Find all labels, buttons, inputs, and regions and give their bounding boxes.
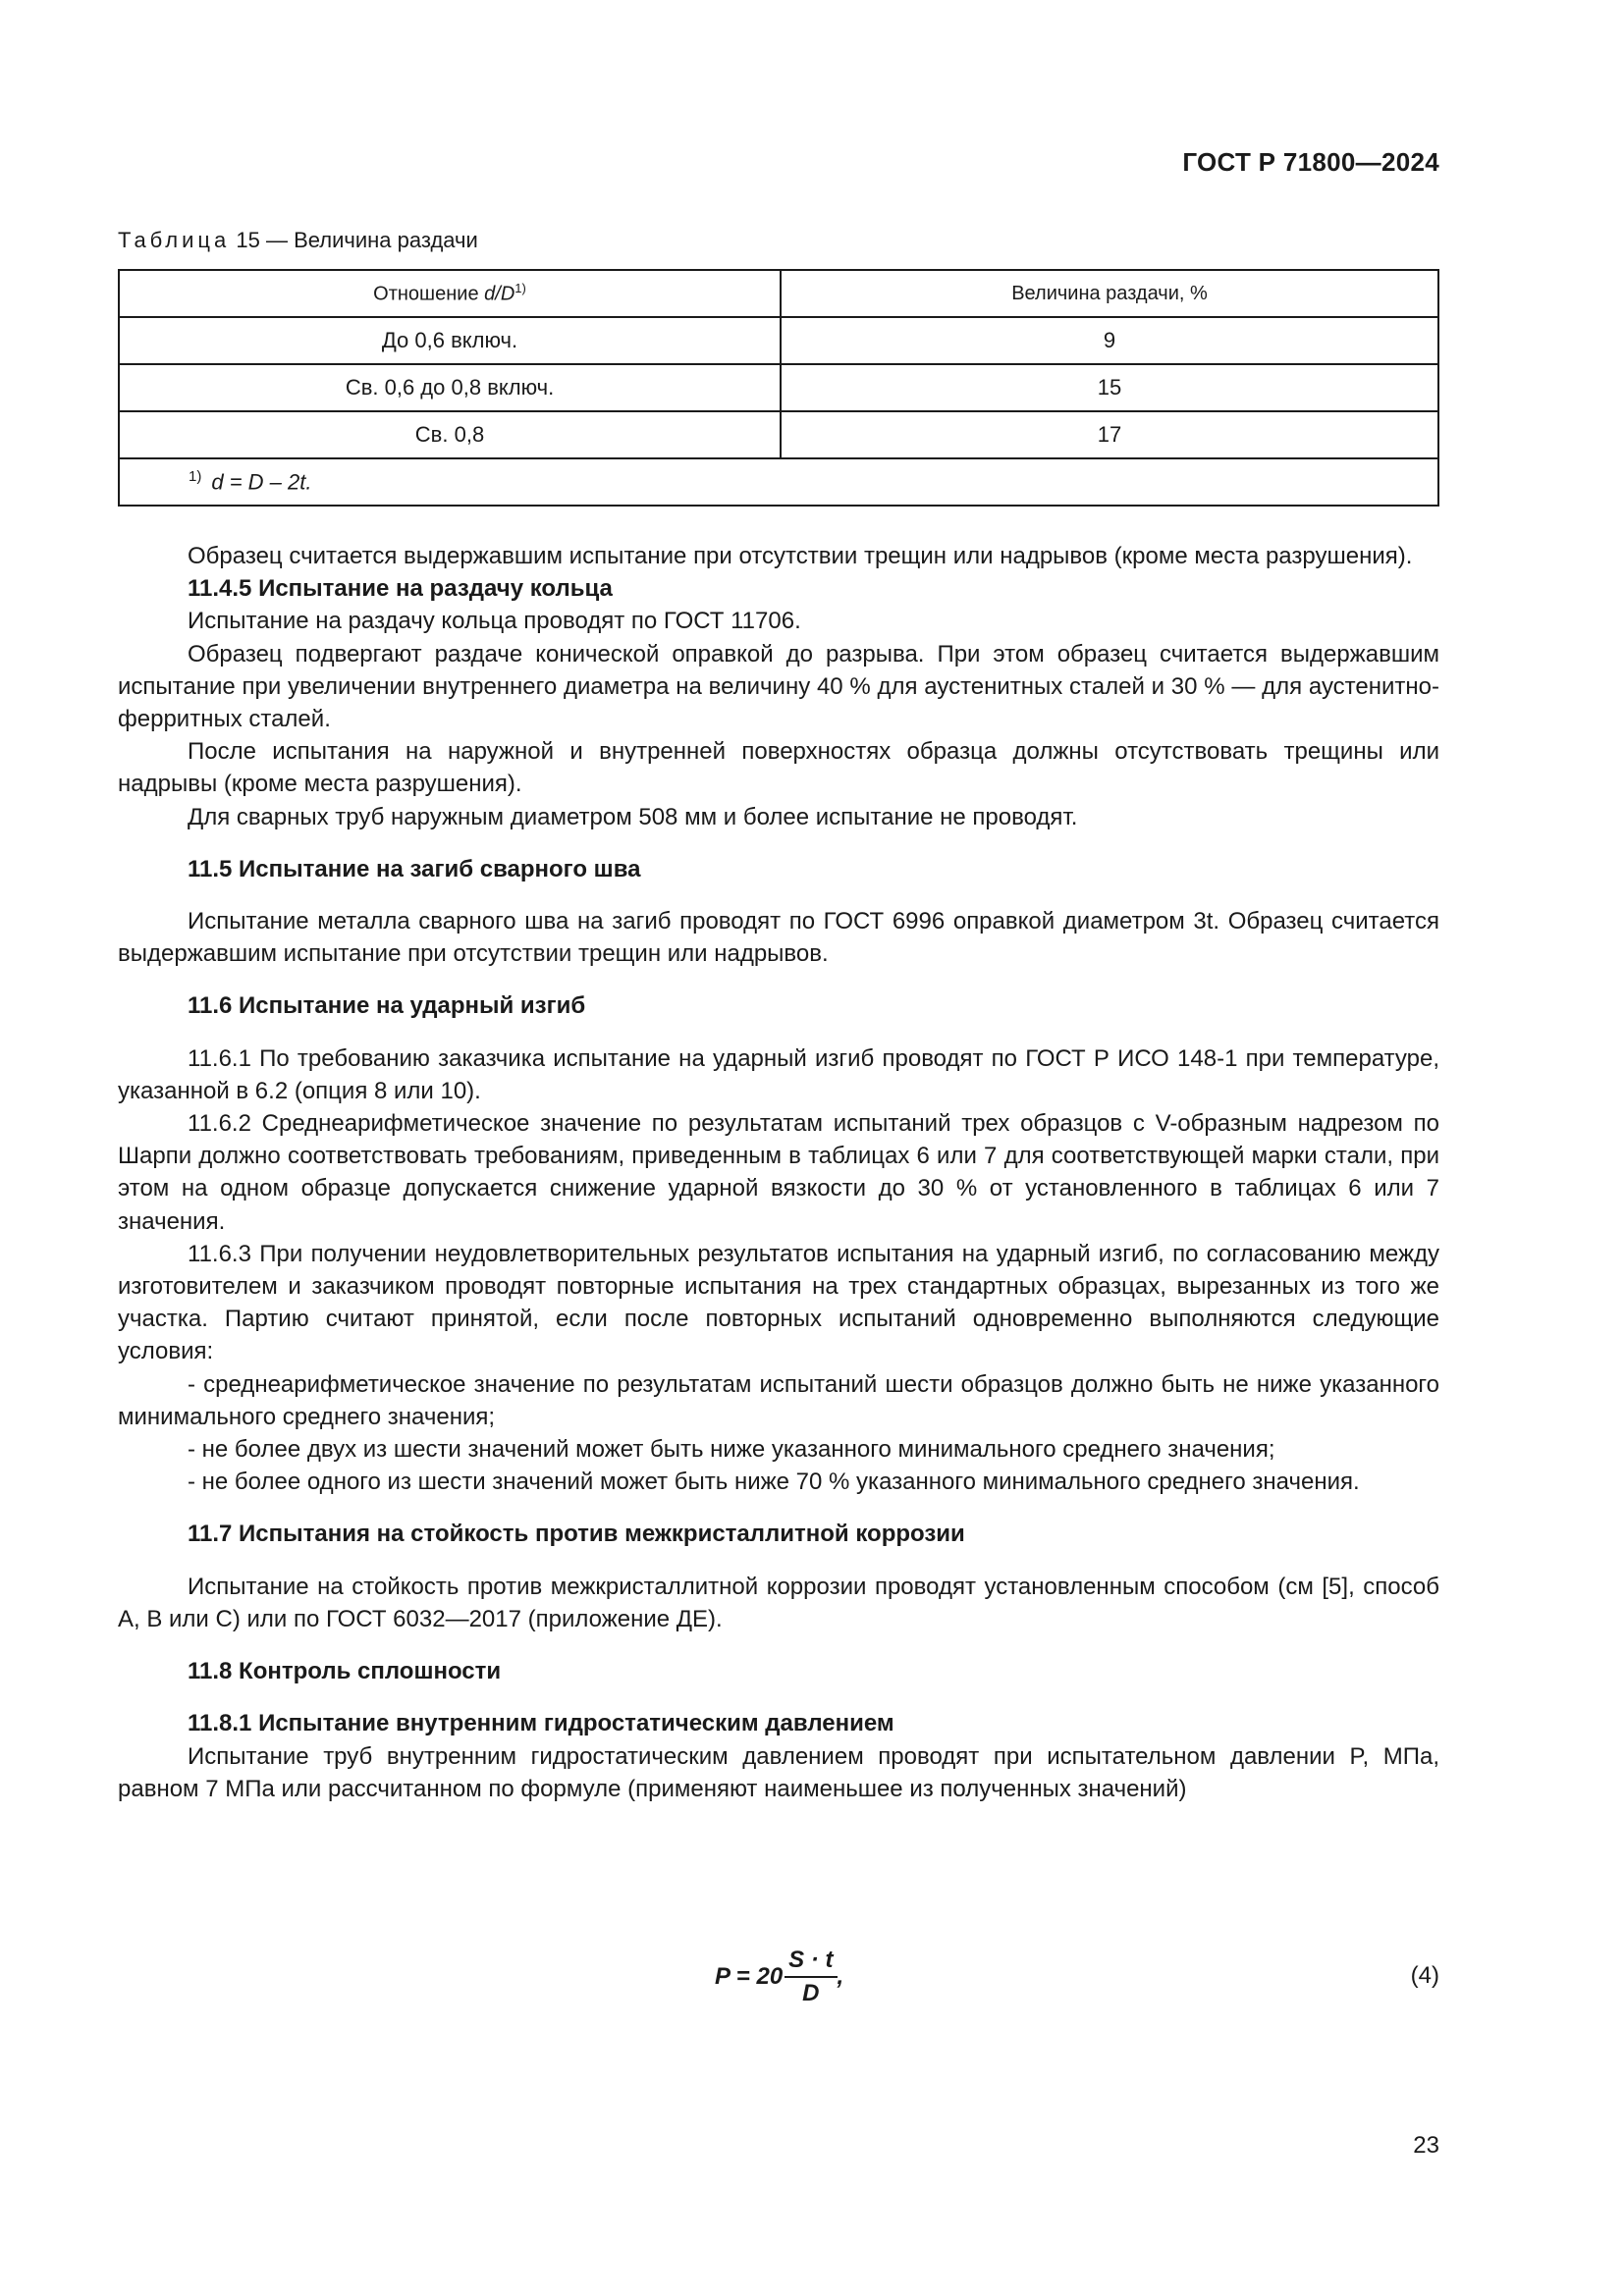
body-text <box>118 540 1439 1805</box>
document-page <box>118 0 1439 2296</box>
table-caption-label: Таблица <box>118 228 231 252</box>
formula-fraction <box>785 1947 837 2007</box>
table-header-ratio: Отношение $d/D^{1)}$ <box>119 270 781 317</box>
paragraph: Испытание металла сварного шва на загиб проводят по ГОСТ 6996 оправкой диаметром 3t. Образец считается выдержавшим испытание при отсутствии трещин или надрывов. <box>118 908 1439 968</box>
paragraph: 11.6.2 Среднеарифметическое значение по результатам испытаний трех образцов с V-образным надрезом по Шарпи должно соответствовать требованиям, приведенным в таблицах 6 или 7 для соответствующей марки стали, при этом на одном образце допускается снижение ударной вязкости до 30 % от установленного в таблицах 6 или 7 значения. <box>118 1110 1439 1235</box>
paragraph: После испытания на наружной и внутренней поверхностях образца должны отсутствовать трещины или надрывы (кроме места разрушения). <box>118 738 1439 798</box>
footnote-mark: 1) <box>189 468 202 486</box>
paragraph: Испытание на раздачу кольца проводят по ГОСТ 11706. <box>188 608 801 635</box>
list-item: - среднеарифметическое значение по результатам испытаний шести образцов должно быть не ниже указанного минимального среднего значения; <box>118 1370 1439 1430</box>
section-heading: 11.8 Контроль сплошности <box>188 1658 502 1685</box>
formula-denominator: D <box>802 1980 820 2006</box>
paragraph: Испытание труб внутренним гидростатическим давлением проводят при испытательном давлении P, МПа, равном 7 МПа или рассчитанном по формуле (применяют наименьшее из полученных значений) <box>118 1742 1439 1802</box>
table-cell-ratio: Св. 0,8 <box>119 411 781 458</box>
table-cell-value: 15 <box>781 364 1438 411</box>
section-heading: 11.6 Испытание на ударный изгиб <box>188 992 586 1020</box>
section-heading: 11.8.1 Испытание внутренним гидростатическим давлением <box>188 1710 894 1737</box>
table-cell-ratio: Св. 0,6 до 0,8 включ. <box>119 364 781 411</box>
table-row <box>119 364 1438 411</box>
list-item: - не более одного из шести значений может быть ниже 70 % указанного минимального среднего значения. <box>188 1468 1360 1496</box>
formula-number: (4) <box>1410 1962 1439 1989</box>
formula-lhs: P = 20 <box>715 1963 784 1990</box>
table-cell-ratio: До 0,6 включ. <box>119 317 781 364</box>
formula-expression <box>715 1947 843 2007</box>
page-number: 23 <box>1413 2132 1439 2159</box>
paragraph: 11.6.3 При получении неудовлетворительных результатов испытания на ударный изгиб, по согласованию между изготовителем и заказчиком проводят повторные испытания на трех стандартных образцах, вырезанных из того же участка. Партию считают принятой, если после повторных испытаний одновременно выполняются следующие условия: <box>118 1240 1439 1365</box>
paragraph: Для сварных труб наружным диаметром 508 мм и более испытание не проводят. <box>188 803 1078 830</box>
table-header-value: Величина раздачи, % <box>781 270 1438 317</box>
table-row <box>119 317 1438 364</box>
section-heading: 11.4.5 Испытание на раздачу кольца <box>188 575 613 603</box>
table-header-row <box>119 270 1438 317</box>
expansion-table <box>118 269 1439 507</box>
formula-4 <box>118 1939 1439 2017</box>
table-caption-text: 15 — Величина раздачи <box>236 228 478 252</box>
paragraph: Образец считается выдержавшим испытание при отсутствии трещин или надрывов (кроме места разрушения). <box>188 543 1413 569</box>
list-item: - не более двух из шести значений может быть ниже указанного минимального среднего значения; <box>188 1436 1275 1464</box>
table-footnote-row <box>119 458 1438 506</box>
table-cell-value: 17 <box>781 411 1438 458</box>
standard-header: ГОСТ Р 71800—2024 <box>1182 147 1439 177</box>
section-heading: 11.7 Испытания на стойкость против межкристаллитной коррозии <box>188 1521 965 1548</box>
footnote-text: d = D – 2t. <box>211 469 312 495</box>
table-caption <box>118 228 478 253</box>
table-row <box>119 411 1438 458</box>
section-heading: 11.5 Испытание на загиб сварного шва <box>188 855 641 882</box>
formula-trailing: , <box>837 1963 844 1990</box>
table-cell-value: 9 <box>781 317 1438 364</box>
table-footnote <box>119 458 1438 506</box>
paragraph: Образец подвергают раздаче конической оправкой до разрыва. При этом образец считается выдержавшим испытание при увеличении внутреннего диаметра на величину 40 % для аустенитных сталей и 30 % — для аустенитно-ферритных сталей. <box>118 640 1439 733</box>
paragraph: Испытание на стойкость против межкристаллитной коррозии проводят установленным способом (см [5], способ А, В или С) или по ГОСТ 6032—2017 (приложение ДЕ). <box>118 1573 1439 1632</box>
paragraph: 11.6.1 По требованию заказчика испытание на ударный изгиб проводят по ГОСТ Р ИСО 148-1 при температуре, указанной в 6.2 (опция 8 или 10). <box>118 1044 1439 1104</box>
formula-numerator: S · t <box>785 1947 837 1978</box>
